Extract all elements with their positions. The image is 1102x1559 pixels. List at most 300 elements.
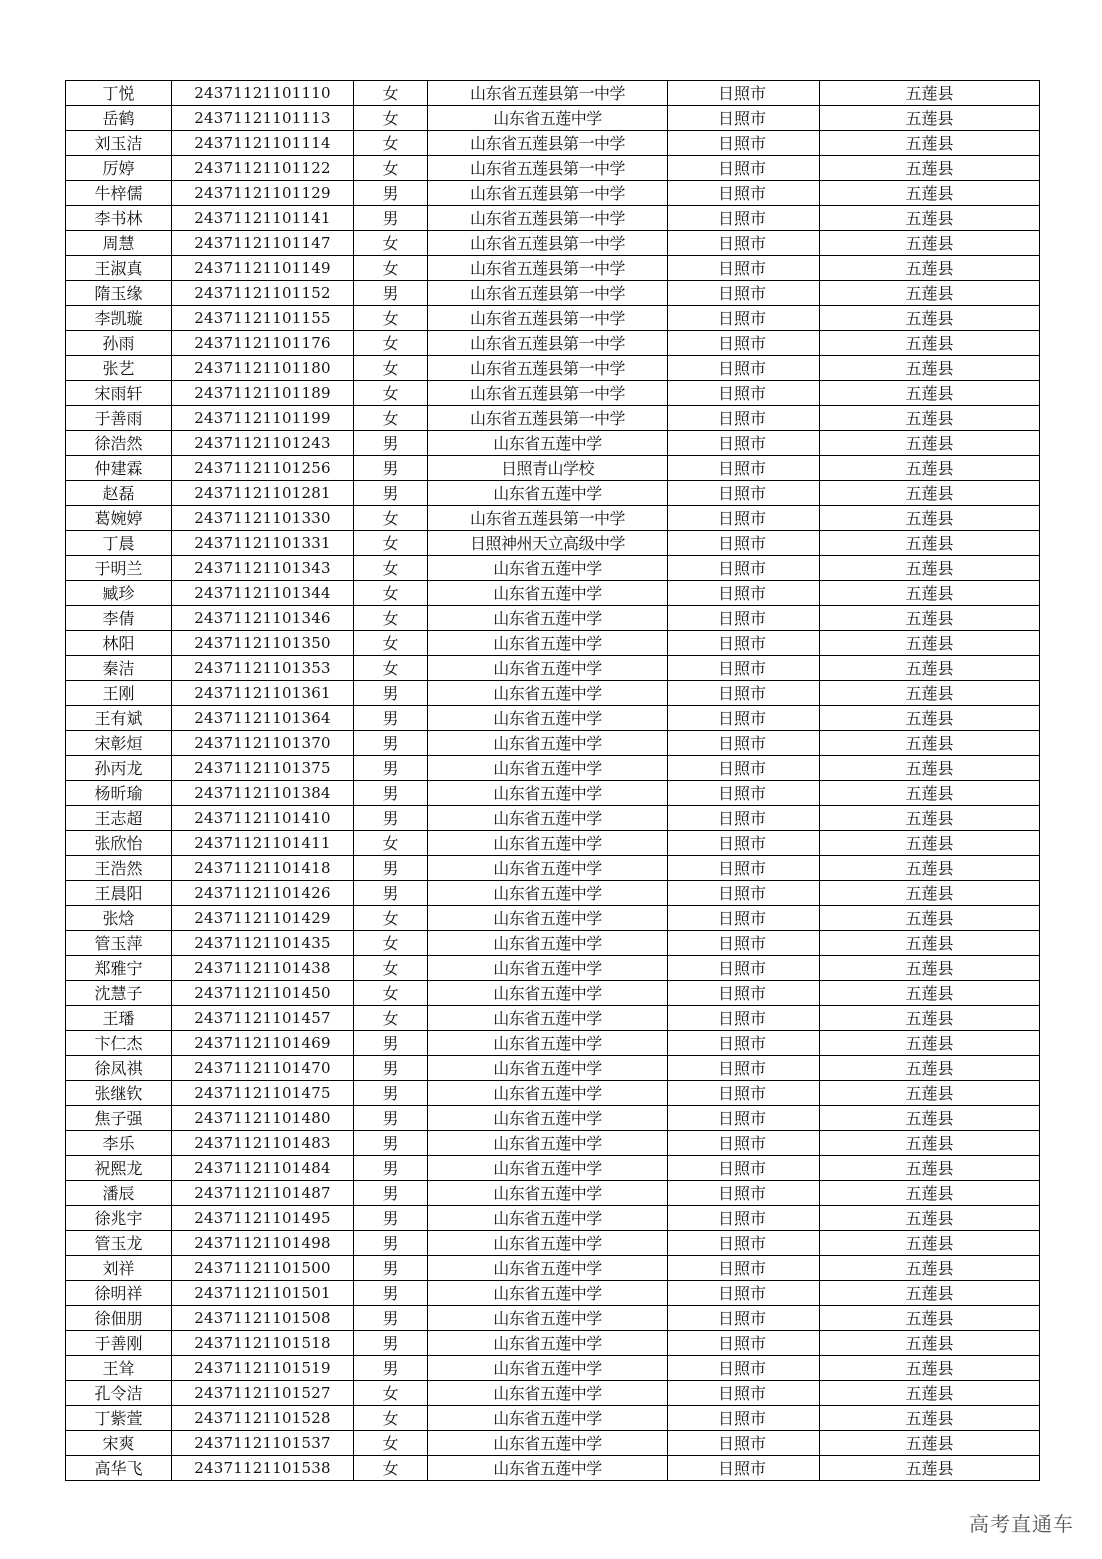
school-cell: 山东省五莲中学 — [428, 1156, 668, 1181]
city-cell: 日照市 — [668, 481, 820, 506]
exam-number-cell: 24371121101361 — [172, 681, 354, 706]
gender-cell: 男 — [354, 181, 428, 206]
student-name-cell: 丁悦 — [66, 81, 172, 106]
gender-cell: 女 — [354, 831, 428, 856]
school-cell: 山东省五莲中学 — [428, 106, 668, 131]
student-name-cell: 王浩然 — [66, 856, 172, 881]
student-name-cell: 秦洁 — [66, 656, 172, 681]
table-row — [66, 306, 1040, 331]
school-cell: 山东省五莲县第一中学 — [428, 256, 668, 281]
school-cell: 山东省五莲中学 — [428, 606, 668, 631]
gender-cell: 女 — [354, 306, 428, 331]
city-cell: 日照市 — [668, 1131, 820, 1156]
city-cell: 日照市 — [668, 1181, 820, 1206]
table-row — [66, 506, 1040, 531]
exam-number-cell: 24371121101457 — [172, 1006, 354, 1031]
county-cell: 五莲县 — [820, 206, 1040, 231]
gender-cell: 女 — [354, 531, 428, 556]
student-name-cell: 刘祥 — [66, 1256, 172, 1281]
county-cell: 五莲县 — [820, 781, 1040, 806]
city-cell: 日照市 — [668, 781, 820, 806]
table-row — [66, 1306, 1040, 1331]
table-row — [66, 81, 1040, 106]
student-name-cell: 祝熙龙 — [66, 1156, 172, 1181]
exam-number-cell: 24371121101480 — [172, 1106, 354, 1131]
gender-cell: 女 — [354, 381, 428, 406]
school-cell: 山东省五莲县第一中学 — [428, 331, 668, 356]
city-cell: 日照市 — [668, 1056, 820, 1081]
student-name-cell: 王志超 — [66, 806, 172, 831]
exam-number-cell: 24371121101538 — [172, 1456, 354, 1481]
student-name-cell: 厉婷 — [66, 156, 172, 181]
student-name-cell: 仲建霖 — [66, 456, 172, 481]
exam-number-cell: 24371121101438 — [172, 956, 354, 981]
table-row — [66, 1356, 1040, 1381]
school-cell: 山东省五莲县第一中学 — [428, 156, 668, 181]
student-name-cell: 隋玉缘 — [66, 281, 172, 306]
student-name-cell: 岳鹤 — [66, 106, 172, 131]
city-cell: 日照市 — [668, 256, 820, 281]
county-cell: 五莲县 — [820, 331, 1040, 356]
county-cell: 五莲县 — [820, 1331, 1040, 1356]
school-cell: 山东省五莲中学 — [428, 1181, 668, 1206]
gender-cell: 男 — [354, 1131, 428, 1156]
school-cell: 山东省五莲中学 — [428, 831, 668, 856]
school-cell: 山东省五莲中学 — [428, 1256, 668, 1281]
exam-number-cell: 24371121101487 — [172, 1181, 354, 1206]
school-cell: 山东省五莲县第一中学 — [428, 406, 668, 431]
city-cell: 日照市 — [668, 1456, 820, 1481]
table-row — [66, 481, 1040, 506]
city-cell: 日照市 — [668, 1206, 820, 1231]
county-cell: 五莲县 — [820, 1031, 1040, 1056]
student-name-cell: 王淑真 — [66, 256, 172, 281]
student-roster-table — [65, 80, 1040, 1481]
school-cell: 山东省五莲中学 — [428, 781, 668, 806]
exam-number-cell: 24371121101426 — [172, 881, 354, 906]
student-name-cell: 于善刚 — [66, 1331, 172, 1356]
exam-number-cell: 24371121101180 — [172, 356, 354, 381]
city-cell: 日照市 — [668, 606, 820, 631]
county-cell: 五莲县 — [820, 81, 1040, 106]
county-cell: 五莲县 — [820, 1456, 1040, 1481]
table-row — [66, 106, 1040, 131]
exam-number-cell: 24371121101527 — [172, 1381, 354, 1406]
county-cell: 五莲县 — [820, 681, 1040, 706]
county-cell: 五莲县 — [820, 1381, 1040, 1406]
county-cell: 五莲县 — [820, 281, 1040, 306]
city-cell: 日照市 — [668, 1081, 820, 1106]
school-cell: 山东省五莲中学 — [428, 631, 668, 656]
school-cell: 山东省五莲中学 — [428, 1131, 668, 1156]
table-row — [66, 181, 1040, 206]
county-cell: 五莲县 — [820, 1406, 1040, 1431]
table-row — [66, 756, 1040, 781]
exam-number-cell: 24371121101483 — [172, 1131, 354, 1156]
exam-number-cell: 24371121101375 — [172, 756, 354, 781]
county-cell: 五莲县 — [820, 406, 1040, 431]
gender-cell: 女 — [354, 156, 428, 181]
school-cell: 山东省五莲县第一中学 — [428, 356, 668, 381]
county-cell: 五莲县 — [820, 181, 1040, 206]
table-row — [66, 1256, 1040, 1281]
county-cell: 五莲县 — [820, 1156, 1040, 1181]
table-row — [66, 1331, 1040, 1356]
gender-cell: 女 — [354, 506, 428, 531]
table-row — [66, 731, 1040, 756]
student-name-cell: 李凯璇 — [66, 306, 172, 331]
table-row — [66, 881, 1040, 906]
county-cell: 五莲县 — [820, 106, 1040, 131]
city-cell: 日照市 — [668, 506, 820, 531]
student-name-cell: 徐兆宇 — [66, 1206, 172, 1231]
school-cell: 山东省五莲中学 — [428, 931, 668, 956]
roster-body — [66, 81, 1040, 1481]
gender-cell: 男 — [354, 206, 428, 231]
gender-cell: 女 — [354, 931, 428, 956]
gender-cell: 女 — [354, 1431, 428, 1456]
student-name-cell: 郑雅宁 — [66, 956, 172, 981]
city-cell: 日照市 — [668, 181, 820, 206]
exam-number-cell: 24371121101537 — [172, 1431, 354, 1456]
gender-cell: 男 — [354, 1281, 428, 1306]
school-cell: 山东省五莲中学 — [428, 1406, 668, 1431]
gender-cell: 女 — [354, 331, 428, 356]
gender-cell: 女 — [354, 231, 428, 256]
exam-number-cell: 24371121101495 — [172, 1206, 354, 1231]
school-cell: 山东省五莲中学 — [428, 431, 668, 456]
table-row — [66, 906, 1040, 931]
city-cell: 日照市 — [668, 1106, 820, 1131]
student-name-cell: 臧珍 — [66, 581, 172, 606]
gender-cell: 男 — [354, 731, 428, 756]
school-cell: 山东省五莲中学 — [428, 956, 668, 981]
school-cell: 山东省五莲中学 — [428, 1081, 668, 1106]
city-cell: 日照市 — [668, 1381, 820, 1406]
county-cell: 五莲县 — [820, 1056, 1040, 1081]
gender-cell: 女 — [354, 956, 428, 981]
table-row — [66, 931, 1040, 956]
table-row — [66, 406, 1040, 431]
city-cell: 日照市 — [668, 81, 820, 106]
table-row — [66, 1431, 1040, 1456]
gender-cell: 男 — [354, 1231, 428, 1256]
county-cell: 五莲县 — [820, 806, 1040, 831]
student-name-cell: 杨昕瑜 — [66, 781, 172, 806]
city-cell: 日照市 — [668, 1006, 820, 1031]
city-cell: 日照市 — [668, 956, 820, 981]
student-name-cell: 孙雨 — [66, 331, 172, 356]
gender-cell: 女 — [354, 1456, 428, 1481]
county-cell: 五莲县 — [820, 756, 1040, 781]
city-cell: 日照市 — [668, 1031, 820, 1056]
exam-number-cell: 24371121101243 — [172, 431, 354, 456]
county-cell: 五莲县 — [820, 856, 1040, 881]
county-cell: 五莲县 — [820, 256, 1040, 281]
school-cell: 山东省五莲中学 — [428, 1331, 668, 1356]
county-cell: 五莲县 — [820, 481, 1040, 506]
county-cell: 五莲县 — [820, 631, 1040, 656]
exam-number-cell: 24371121101147 — [172, 231, 354, 256]
county-cell: 五莲县 — [820, 531, 1040, 556]
table-row — [66, 1206, 1040, 1231]
table-row — [66, 1456, 1040, 1481]
county-cell: 五莲县 — [820, 1431, 1040, 1456]
gender-cell: 女 — [354, 606, 428, 631]
county-cell: 五莲县 — [820, 606, 1040, 631]
student-name-cell: 宋爽 — [66, 1431, 172, 1456]
school-cell: 山东省五莲中学 — [428, 756, 668, 781]
gender-cell: 女 — [354, 406, 428, 431]
student-name-cell: 李倩 — [66, 606, 172, 631]
city-cell: 日照市 — [668, 331, 820, 356]
table-row — [66, 831, 1040, 856]
gender-cell: 男 — [354, 1156, 428, 1181]
table-row — [66, 1406, 1040, 1431]
gender-cell: 男 — [354, 1181, 428, 1206]
county-cell: 五莲县 — [820, 1006, 1040, 1031]
school-cell: 山东省五莲中学 — [428, 656, 668, 681]
county-cell: 五莲县 — [820, 131, 1040, 156]
school-cell: 山东省五莲中学 — [428, 1056, 668, 1081]
school-cell: 日照青山学校 — [428, 456, 668, 481]
table-row — [66, 556, 1040, 581]
student-name-cell: 张焓 — [66, 906, 172, 931]
student-name-cell: 卞仁杰 — [66, 1031, 172, 1056]
county-cell: 五莲县 — [820, 656, 1040, 681]
student-name-cell: 宋彰烜 — [66, 731, 172, 756]
student-name-cell: 高华飞 — [66, 1456, 172, 1481]
city-cell: 日照市 — [668, 1231, 820, 1256]
city-cell: 日照市 — [668, 806, 820, 831]
student-name-cell: 沈慧子 — [66, 981, 172, 1006]
city-cell: 日照市 — [668, 356, 820, 381]
school-cell: 日照神州天立高级中学 — [428, 531, 668, 556]
gender-cell: 女 — [354, 1381, 428, 1406]
county-cell: 五莲县 — [820, 931, 1040, 956]
exam-number-cell: 24371121101418 — [172, 856, 354, 881]
city-cell: 日照市 — [668, 856, 820, 881]
exam-number-cell: 24371121101189 — [172, 381, 354, 406]
exam-number-cell: 24371121101350 — [172, 631, 354, 656]
student-name-cell: 潘辰 — [66, 1181, 172, 1206]
student-name-cell: 王璠 — [66, 1006, 172, 1031]
exam-number-cell: 24371121101176 — [172, 331, 354, 356]
table-row — [66, 806, 1040, 831]
table-row — [66, 1231, 1040, 1256]
gender-cell: 女 — [354, 906, 428, 931]
school-cell: 山东省五莲中学 — [428, 1006, 668, 1031]
exam-number-cell: 24371121101501 — [172, 1281, 354, 1306]
school-cell: 山东省五莲中学 — [428, 1431, 668, 1456]
school-cell: 山东省五莲中学 — [428, 1306, 668, 1331]
student-name-cell: 王耸 — [66, 1356, 172, 1381]
gender-cell: 男 — [354, 1106, 428, 1131]
gender-cell: 男 — [354, 756, 428, 781]
gender-cell: 男 — [354, 706, 428, 731]
school-cell: 山东省五莲县第一中学 — [428, 181, 668, 206]
county-cell: 五莲县 — [820, 456, 1040, 481]
county-cell: 五莲县 — [820, 831, 1040, 856]
student-name-cell: 徐凤祺 — [66, 1056, 172, 1081]
school-cell: 山东省五莲县第一中学 — [428, 281, 668, 306]
city-cell: 日照市 — [668, 631, 820, 656]
table-row — [66, 1106, 1040, 1131]
county-cell: 五莲县 — [820, 881, 1040, 906]
table-row — [66, 981, 1040, 1006]
gender-cell: 男 — [354, 1256, 428, 1281]
gender-cell: 女 — [354, 556, 428, 581]
county-cell: 五莲县 — [820, 556, 1040, 581]
county-cell: 五莲县 — [820, 1106, 1040, 1131]
student-name-cell: 赵磊 — [66, 481, 172, 506]
city-cell: 日照市 — [668, 831, 820, 856]
city-cell: 日照市 — [668, 1281, 820, 1306]
table-row — [66, 1006, 1040, 1031]
student-name-cell: 林阳 — [66, 631, 172, 656]
student-name-cell: 孙丙龙 — [66, 756, 172, 781]
exam-number-cell: 24371121101435 — [172, 931, 354, 956]
gender-cell: 女 — [354, 81, 428, 106]
table-row — [66, 1156, 1040, 1181]
exam-number-cell: 24371121101450 — [172, 981, 354, 1006]
student-name-cell: 孔令洁 — [66, 1381, 172, 1406]
student-name-cell: 宋雨轩 — [66, 381, 172, 406]
student-name-cell: 王有斌 — [66, 706, 172, 731]
city-cell: 日照市 — [668, 131, 820, 156]
student-name-cell: 张继钦 — [66, 1081, 172, 1106]
table-row — [66, 1081, 1040, 1106]
city-cell: 日照市 — [668, 681, 820, 706]
table-row — [66, 331, 1040, 356]
student-name-cell: 徐佃朋 — [66, 1306, 172, 1331]
city-cell: 日照市 — [668, 906, 820, 931]
city-cell: 日照市 — [668, 756, 820, 781]
table-row — [66, 356, 1040, 381]
city-cell: 日照市 — [668, 1331, 820, 1356]
gender-cell: 男 — [354, 806, 428, 831]
table-row — [66, 781, 1040, 806]
city-cell: 日照市 — [668, 1406, 820, 1431]
exam-number-cell: 24371121101508 — [172, 1306, 354, 1331]
table-row — [66, 156, 1040, 181]
school-cell: 山东省五莲县第一中学 — [428, 306, 668, 331]
city-cell: 日照市 — [668, 1256, 820, 1281]
school-cell: 山东省五莲中学 — [428, 481, 668, 506]
student-name-cell: 葛婉婷 — [66, 506, 172, 531]
student-name-cell: 丁晨 — [66, 531, 172, 556]
table-row — [66, 606, 1040, 631]
student-name-cell: 王晨阳 — [66, 881, 172, 906]
county-cell: 五莲县 — [820, 231, 1040, 256]
student-name-cell: 刘玉洁 — [66, 131, 172, 156]
school-cell: 山东省五莲县第一中学 — [428, 81, 668, 106]
exam-number-cell: 24371121101469 — [172, 1031, 354, 1056]
gender-cell: 女 — [354, 631, 428, 656]
student-name-cell: 焦子强 — [66, 1106, 172, 1131]
gender-cell: 男 — [354, 1356, 428, 1381]
school-cell: 山东省五莲中学 — [428, 1231, 668, 1256]
gender-cell: 女 — [354, 981, 428, 1006]
table-row — [66, 281, 1040, 306]
school-cell: 山东省五莲县第一中学 — [428, 231, 668, 256]
school-cell: 山东省五莲中学 — [428, 731, 668, 756]
county-cell: 五莲县 — [820, 306, 1040, 331]
school-cell: 山东省五莲中学 — [428, 906, 668, 931]
city-cell: 日照市 — [668, 531, 820, 556]
school-cell: 山东省五莲县第一中学 — [428, 206, 668, 231]
city-cell: 日照市 — [668, 556, 820, 581]
school-cell: 山东省五莲中学 — [428, 581, 668, 606]
gender-cell: 女 — [354, 1006, 428, 1031]
school-cell: 山东省五莲中学 — [428, 981, 668, 1006]
city-cell: 日照市 — [668, 1156, 820, 1181]
county-cell: 五莲县 — [820, 1206, 1040, 1231]
table-row — [66, 581, 1040, 606]
school-cell: 山东省五莲中学 — [428, 681, 668, 706]
county-cell: 五莲县 — [820, 1256, 1040, 1281]
exam-number-cell: 24371121101122 — [172, 156, 354, 181]
gender-cell: 男 — [354, 681, 428, 706]
table-row — [66, 706, 1040, 731]
table-row — [66, 1131, 1040, 1156]
city-cell: 日照市 — [668, 456, 820, 481]
student-name-cell: 张艺 — [66, 356, 172, 381]
exam-number-cell: 24371121101141 — [172, 206, 354, 231]
exam-number-cell: 24371121101199 — [172, 406, 354, 431]
exam-number-cell: 24371121101113 — [172, 106, 354, 131]
student-name-cell: 周慧 — [66, 231, 172, 256]
table-row — [66, 256, 1040, 281]
student-name-cell: 徐浩然 — [66, 431, 172, 456]
gender-cell: 男 — [354, 856, 428, 881]
table-row — [66, 206, 1040, 231]
gender-cell: 男 — [354, 1056, 428, 1081]
gender-cell: 女 — [354, 1406, 428, 1431]
exam-number-cell: 24371121101384 — [172, 781, 354, 806]
table-row — [66, 1281, 1040, 1306]
exam-number-cell: 24371121101498 — [172, 1231, 354, 1256]
student-name-cell: 管玉龙 — [66, 1231, 172, 1256]
school-cell: 山东省五莲中学 — [428, 856, 668, 881]
table-row — [66, 1381, 1040, 1406]
city-cell: 日照市 — [668, 581, 820, 606]
county-cell: 五莲县 — [820, 431, 1040, 456]
gender-cell: 女 — [354, 581, 428, 606]
county-cell: 五莲县 — [820, 731, 1040, 756]
school-cell: 山东省五莲中学 — [428, 1031, 668, 1056]
county-cell: 五莲县 — [820, 506, 1040, 531]
school-cell: 山东省五莲中学 — [428, 706, 668, 731]
table-row — [66, 1181, 1040, 1206]
exam-number-cell: 24371121101484 — [172, 1156, 354, 1181]
city-cell: 日照市 — [668, 731, 820, 756]
gender-cell: 男 — [354, 1306, 428, 1331]
exam-number-cell: 24371121101528 — [172, 1406, 354, 1431]
exam-number-cell: 24371121101149 — [172, 256, 354, 281]
county-cell: 五莲县 — [820, 356, 1040, 381]
gender-cell: 男 — [354, 281, 428, 306]
school-cell: 山东省五莲中学 — [428, 1206, 668, 1231]
exam-number-cell: 24371121101330 — [172, 506, 354, 531]
watermark: 高考直通车 — [969, 1512, 1074, 1536]
exam-number-cell: 24371121101429 — [172, 906, 354, 931]
county-cell: 五莲县 — [820, 381, 1040, 406]
gender-cell: 女 — [354, 106, 428, 131]
school-cell: 山东省五莲中学 — [428, 1106, 668, 1131]
school-cell: 山东省五莲县第一中学 — [428, 506, 668, 531]
school-cell: 山东省五莲中学 — [428, 1456, 668, 1481]
